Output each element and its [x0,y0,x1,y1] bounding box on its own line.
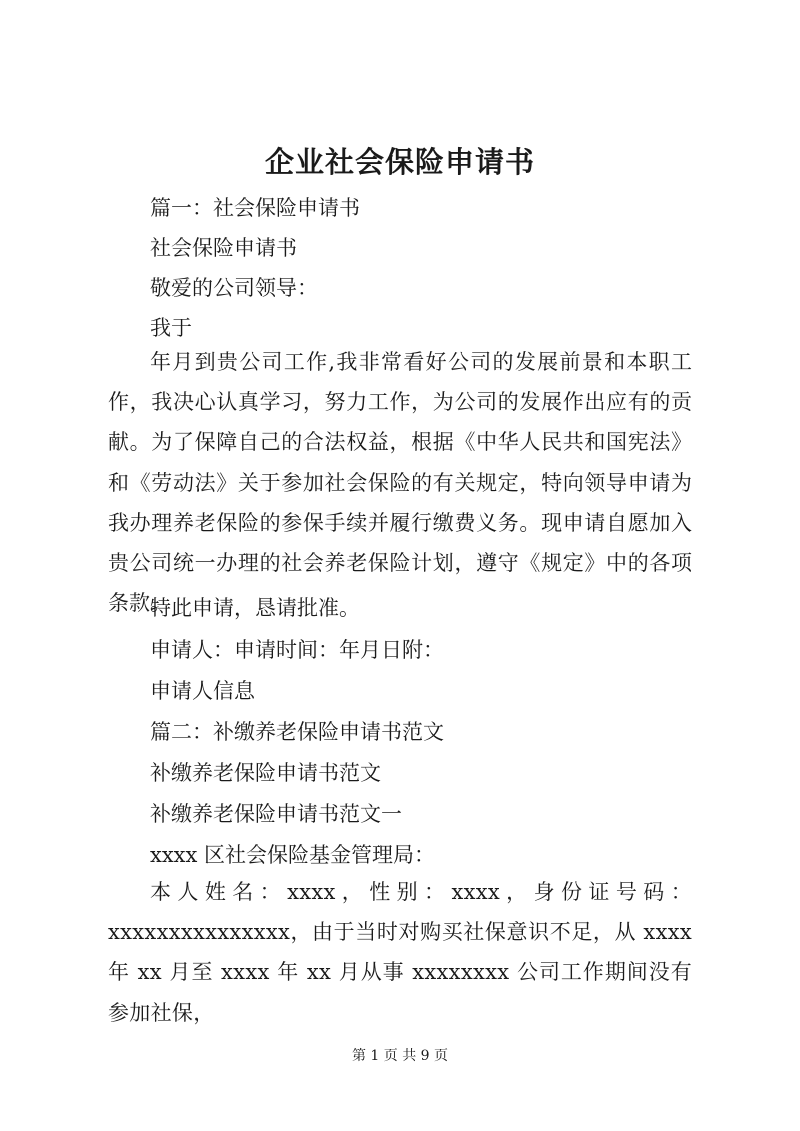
subtitle-line: 社会保险申请书 [150,236,297,260]
subtitle-line-3: 补缴养老保险申请书范文一 [150,802,402,826]
subtitle-line-2: 补缴养老保险申请书范文 [150,761,381,785]
section-heading-2: 篇二：补缴养老保险申请书范文 [150,720,444,744]
addressee-line: xxxx 区社会保险基金管理局： [150,843,436,867]
text-line-wo-yu: 我于 [150,316,192,340]
section-heading-1: 篇一：社会保险申请书 [150,196,360,220]
applicant-line: 申请人：申请时间：年月日附： [150,638,444,662]
applicant-info-line: 申请人信息 [150,679,255,703]
document-title: 企业社会保险申请书 [264,145,535,179]
body-paragraph-1: 年月到贵公司工作,我非常看好公司的发展前景和本职工作，我决心认真学习，努力工作，为公司的发展作出应有的贡献。为了保障自己的合法权益，根据《中华人民共和国宪法》和《劳动法》关于参加社会保险的有关规定，特向领导申请为我办理养老保险的参保手续并履行缴费义务。现申请自愿加入贵公司统一办理的社会养老保险计划，遵守《规定》中的各项条款。 [108,350,692,616]
body-paragraph-2: 本人姓名：xxxx，性别：xxxx，身份证号码：xxxxxxxxxxxxxxx，由于当时对购买社保意识不足，从 xxxx 年 xx 月至 xxxx 年 xx 月从事 xxxxxxxx 公司工作期间没有参加社保， [108,880,692,1025]
closing-line: 特此申请，恳请批准。 [150,596,360,620]
salutation-line: 敬爱的公司领导： [150,276,318,300]
page-number-footer: 第 1 页 共 9 页 [351,1048,449,1064]
